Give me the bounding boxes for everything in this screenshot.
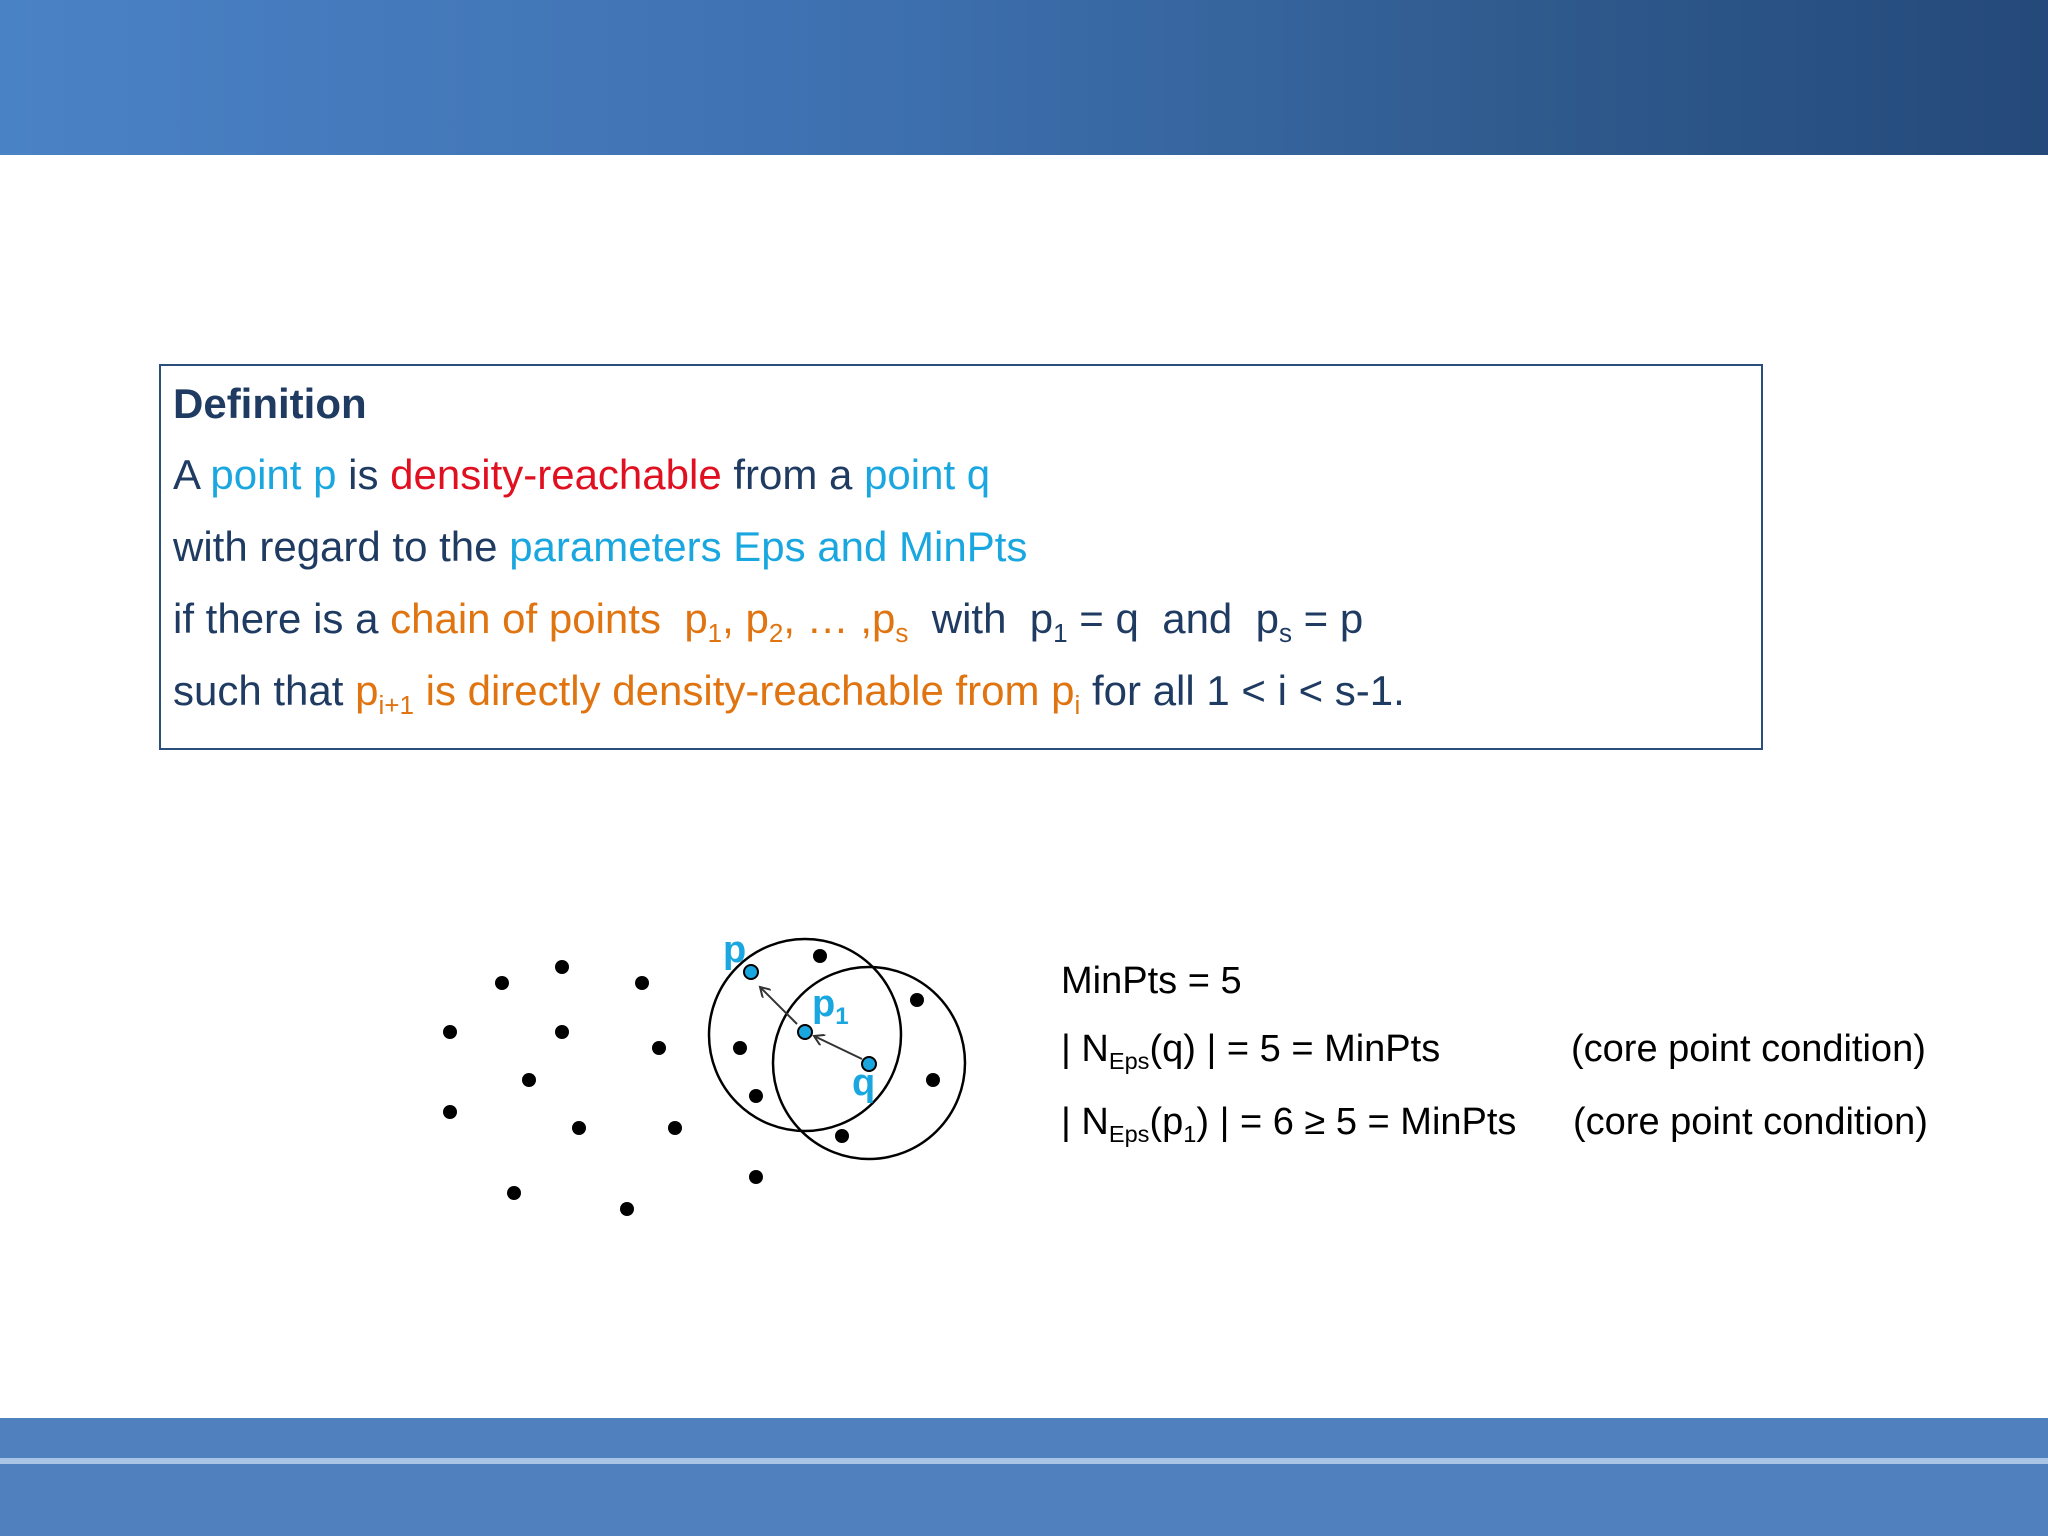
core-point-note-2: (core point condition) xyxy=(1573,1101,1928,1143)
subscript: i+1 xyxy=(378,690,414,721)
label-q: q xyxy=(852,1062,876,1104)
data-point xyxy=(733,1041,747,1055)
subscript: s xyxy=(895,618,909,649)
data-point xyxy=(555,960,569,974)
data-point xyxy=(555,1025,569,1039)
text: | N xyxy=(1061,1028,1109,1070)
label-p1 xyxy=(812,983,849,1030)
text: , … ,p xyxy=(783,595,896,642)
label-p1-subscript: 1 xyxy=(835,1003,849,1030)
text: (q) | = 5 = MinPts xyxy=(1149,1028,1441,1070)
text: = p xyxy=(1292,595,1364,642)
text: is xyxy=(336,451,391,498)
text: such that xyxy=(173,667,356,714)
data-point xyxy=(749,1170,763,1184)
text: with xyxy=(931,595,1007,642)
text: = q xyxy=(1067,595,1139,642)
term-point-p: point p xyxy=(210,451,337,498)
text: p xyxy=(684,595,708,642)
arrow-q-to-p1 xyxy=(814,1036,862,1059)
text: if there is a xyxy=(173,595,391,642)
text: is directly density-reachable from p xyxy=(413,667,1075,714)
term-parameters: parameters Eps and MinPts xyxy=(509,523,1028,570)
text: (p xyxy=(1149,1101,1184,1143)
data-point xyxy=(652,1041,666,1055)
data-point xyxy=(572,1121,586,1135)
data-point xyxy=(443,1025,457,1039)
data-point xyxy=(926,1073,940,1087)
core-point-note-1: (core point condition) xyxy=(1571,1028,1926,1070)
text: and xyxy=(1162,595,1233,642)
data-point xyxy=(635,976,649,990)
subscript: 1 xyxy=(1053,618,1068,649)
text: A xyxy=(173,451,211,498)
neighborhood-q-formula xyxy=(1061,1028,1441,1075)
subscript: Eps xyxy=(1108,1121,1150,1148)
data-point xyxy=(813,949,827,963)
data-point xyxy=(668,1121,682,1135)
subscript: i xyxy=(1074,690,1081,721)
text: p xyxy=(355,667,379,714)
text: ) | = 6 ≥ 5 = MinPts xyxy=(1196,1101,1517,1143)
text: with regard to the xyxy=(173,523,510,570)
term-point-q: point q xyxy=(864,451,991,498)
label-p: p xyxy=(723,929,747,971)
text: p xyxy=(1255,595,1279,642)
neighborhood-p1-formula xyxy=(1061,1101,1517,1148)
term-chain-of-points: chain of points xyxy=(390,595,661,642)
subscript: Eps xyxy=(1108,1048,1150,1075)
data-point xyxy=(749,1089,763,1103)
data-point xyxy=(835,1129,849,1143)
data-point xyxy=(620,1202,634,1216)
definition-title: Definition xyxy=(173,380,367,427)
data-point xyxy=(522,1073,536,1087)
data-point xyxy=(495,976,509,990)
data-point xyxy=(910,993,924,1007)
data-point xyxy=(443,1105,457,1119)
text: | N xyxy=(1061,1101,1109,1143)
text: from a xyxy=(721,451,865,498)
subscript: 1 xyxy=(707,618,723,649)
subscript: 1 xyxy=(1183,1121,1197,1148)
subscript: 2 xyxy=(768,618,784,649)
text: p xyxy=(1029,595,1054,642)
data-point xyxy=(507,1186,521,1200)
text: for all 1 < i < s-1. xyxy=(1080,667,1405,714)
term-density-reachable: density-reachable xyxy=(390,451,722,498)
point-p1 xyxy=(798,1025,812,1039)
minpts-formula: MinPts = 5 xyxy=(1061,960,1242,1002)
label-p1-base: p xyxy=(812,983,836,1025)
text: , p xyxy=(722,595,769,642)
subscript: s xyxy=(1279,618,1293,649)
